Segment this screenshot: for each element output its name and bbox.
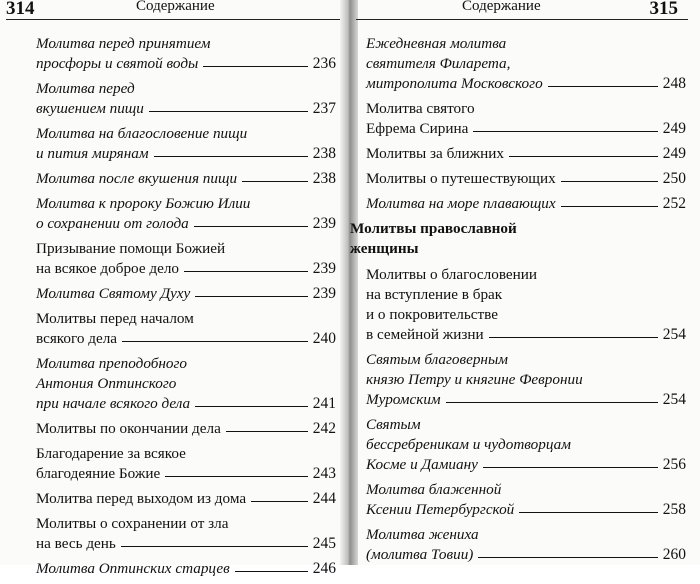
toc-entry-title-line: просфоры и святой воды bbox=[36, 55, 199, 72]
toc-page-number: 249 bbox=[662, 120, 686, 137]
toc-page-number: 248 bbox=[662, 75, 686, 92]
toc-entry-last-line bbox=[36, 169, 336, 189]
toc-entry bbox=[36, 489, 336, 509]
leader-rule bbox=[154, 156, 308, 157]
toc-entry bbox=[36, 194, 336, 234]
toc-page-number: 258 bbox=[662, 501, 686, 518]
toc-entry bbox=[36, 169, 336, 189]
toc-entry-title-line: Молитва перед выходом из дома bbox=[36, 490, 247, 507]
toc-entry bbox=[366, 480, 686, 520]
toc-entry-title-line: Муромским bbox=[366, 391, 441, 408]
toc-entry-title-line: на всякое доброе дело bbox=[36, 260, 179, 277]
toc-entry-title-line: (молитва Товии) bbox=[366, 546, 474, 563]
toc-entry-title-line: Молитвы за ближних bbox=[366, 145, 504, 162]
toc-entry-title-line: Антония Оптинского bbox=[36, 375, 177, 392]
right-page bbox=[352, 0, 700, 565]
toc-entry-title-line: на весь день bbox=[36, 535, 116, 552]
page-number: 315 bbox=[649, 0, 678, 19]
toc-entry-title-line: Молитва жениха bbox=[366, 526, 479, 543]
toc-entry-title-line: Молитвы о путешествующих bbox=[366, 170, 556, 187]
leader-rule bbox=[242, 181, 308, 182]
toc-page-number: 242 bbox=[312, 420, 336, 437]
toc-entry-last-line bbox=[366, 455, 686, 475]
toc-entry-title-line: Косме и Дамиану bbox=[366, 456, 478, 473]
toc-entry-last-line bbox=[36, 489, 336, 509]
toc-page-number: 239 bbox=[312, 260, 336, 277]
toc-entry-last-line bbox=[36, 559, 336, 579]
toc-page-number: 256 bbox=[662, 456, 686, 473]
toc-entry-last-line bbox=[366, 390, 686, 410]
leader-rule bbox=[194, 226, 308, 227]
toc-page-number: 239 bbox=[312, 285, 336, 302]
toc-entry-title-line: вкушением пищи bbox=[36, 100, 144, 117]
page-number: 314 bbox=[6, 0, 35, 19]
toc-page-number: 241 bbox=[312, 395, 336, 412]
toc-entry-title-line: Молитва перед принятием bbox=[36, 35, 211, 52]
toc-entry-last-line bbox=[36, 259, 336, 279]
toc-entry-last-line bbox=[36, 329, 336, 349]
toc-entry-title-line: бессребреникам и чудотворцам bbox=[366, 436, 571, 453]
running-header-title: Содержание bbox=[136, 0, 215, 14]
toc-entry-title-line: Молитва святого bbox=[366, 100, 475, 117]
leader-rule bbox=[195, 296, 308, 297]
toc-entry-title-line: в семейной жизни bbox=[366, 326, 484, 343]
toc-page-number: 254 bbox=[662, 326, 686, 343]
toc-entry-title-line: Молитва на море плавающих bbox=[366, 195, 556, 212]
toc-entry bbox=[36, 309, 336, 349]
toc-entry-title-line: Молитва блаженной bbox=[366, 481, 502, 498]
toc-entry-title-line: святителя Филарета, bbox=[366, 55, 511, 72]
toc-entry-title-line: и пития мирянам bbox=[36, 145, 149, 162]
toc-entry-last-line bbox=[36, 284, 336, 304]
toc-entry-last-line bbox=[366, 74, 686, 94]
toc-entry-title-line: Молитвы перед началом bbox=[36, 310, 194, 327]
toc-page-number: 238 bbox=[312, 145, 336, 162]
toc-entry bbox=[36, 284, 336, 304]
toc-entry-title-line: Молитва на благословение пищи bbox=[36, 125, 248, 142]
toc-entry-title-line: Молитва после вкушения пищи bbox=[36, 170, 238, 187]
toc-entry-title-line: митрополита Московского bbox=[366, 75, 543, 92]
toc-entry-last-line bbox=[366, 169, 686, 189]
toc-entry-title-line: князю Петру и княгине Февронии bbox=[366, 371, 583, 388]
leader-rule bbox=[478, 557, 657, 558]
leader-rule bbox=[122, 341, 308, 342]
toc-entry-title-line: при начале всякого дела bbox=[36, 395, 191, 412]
leader-rule bbox=[121, 546, 308, 547]
section-heading-line: Молитвы православной bbox=[350, 220, 517, 237]
toc-page-number: 237 bbox=[312, 100, 336, 117]
toc-entry-title-line: на вступление в брак bbox=[366, 286, 503, 303]
toc-entry-title-line: Молитва Святому Духу bbox=[36, 285, 191, 302]
toc-entry bbox=[366, 350, 686, 410]
leader-rule bbox=[446, 402, 658, 403]
toc-entry-title-line: Молитва Оптинских старцев bbox=[36, 560, 230, 577]
toc-entry-title-line: Благодарение за всякое bbox=[36, 445, 186, 462]
toc-entry-last-line bbox=[366, 500, 686, 520]
leader-rule bbox=[483, 467, 658, 468]
toc-page-number: 260 bbox=[662, 546, 686, 563]
toc-entry-title-line: Ефрема Сирина bbox=[366, 120, 469, 137]
toc-entry-title-line: Призывание помощи Божией bbox=[36, 240, 226, 257]
toc-entry-last-line bbox=[36, 464, 336, 484]
toc-entry bbox=[36, 124, 336, 164]
toc-entry bbox=[366, 525, 686, 565]
toc-entry bbox=[36, 354, 336, 414]
toc-entry-last-line bbox=[366, 144, 686, 164]
leader-rule bbox=[561, 181, 658, 182]
left-page-header bbox=[0, 0, 346, 18]
toc-entry-title-line: Святым благоверным bbox=[366, 351, 508, 368]
toc-entries-left bbox=[36, 34, 336, 584]
toc-entry-last-line bbox=[366, 194, 686, 214]
toc-page-number: 249 bbox=[662, 145, 686, 162]
leader-rule bbox=[203, 66, 307, 67]
toc-entry-last-line bbox=[366, 119, 686, 139]
leader-rule bbox=[149, 111, 308, 112]
toc-entry-title-line: и о покровительстве bbox=[366, 306, 498, 323]
toc-entry bbox=[36, 419, 336, 439]
toc-page-number: 246 bbox=[312, 560, 336, 577]
toc-entry bbox=[36, 34, 336, 74]
toc-page-number: 239 bbox=[312, 215, 336, 232]
toc-entry-title-line: Молитвы по окончании дела bbox=[36, 420, 221, 437]
toc-entry-last-line bbox=[36, 394, 336, 414]
leader-rule bbox=[548, 86, 658, 87]
toc-entry bbox=[366, 99, 686, 139]
section-heading bbox=[350, 219, 686, 259]
leader-rule bbox=[509, 156, 658, 157]
toc-entry-title-line: Молитва преподобного bbox=[36, 355, 187, 372]
header-rule bbox=[356, 19, 688, 20]
toc-entry-last-line bbox=[366, 325, 686, 345]
toc-entry-title-line: Молитва к пророку Божию Илии bbox=[36, 195, 251, 212]
toc-entry-title-line: Молитвы о благословении bbox=[366, 266, 538, 283]
toc-entry-title-line: о сохранении от голода bbox=[36, 215, 189, 232]
toc-entry-last-line bbox=[36, 144, 336, 164]
leader-rule bbox=[235, 571, 308, 572]
leader-rule bbox=[519, 512, 657, 513]
header-rule bbox=[6, 19, 340, 20]
toc-page-number: 243 bbox=[312, 465, 336, 482]
toc-entry bbox=[366, 144, 686, 164]
running-header-title: Содержание bbox=[462, 0, 541, 14]
leader-rule bbox=[165, 476, 308, 477]
toc-entry bbox=[366, 194, 686, 214]
toc-entry-title-line: всякого дела bbox=[36, 330, 118, 347]
toc-page-number: 245 bbox=[312, 535, 336, 552]
toc-entry bbox=[366, 415, 686, 475]
leader-rule bbox=[226, 431, 308, 432]
toc-entry-last-line bbox=[36, 54, 336, 74]
toc-entry-title-line: Ксении Петербургской bbox=[366, 501, 515, 518]
leader-rule bbox=[251, 501, 308, 502]
toc-entry-title-line: Ежедневная молитва bbox=[366, 35, 507, 52]
toc-entry-last-line bbox=[36, 214, 336, 234]
toc-page-number: 240 bbox=[312, 330, 336, 347]
leader-rule bbox=[561, 206, 658, 207]
toc-entry-last-line bbox=[36, 534, 336, 554]
toc-entry bbox=[36, 239, 336, 279]
toc-entry bbox=[366, 34, 686, 94]
toc-entry-title-line: благодеяние Божие bbox=[36, 465, 161, 482]
toc-entry bbox=[36, 444, 336, 484]
section-heading-line: женщины bbox=[350, 240, 419, 257]
toc-entry bbox=[36, 514, 336, 554]
toc-page-number: 252 bbox=[662, 195, 686, 212]
toc-page-number: 238 bbox=[312, 170, 336, 187]
leader-rule bbox=[195, 406, 308, 407]
leader-rule bbox=[473, 131, 657, 132]
toc-entry bbox=[36, 559, 336, 579]
left-page bbox=[0, 0, 346, 577]
toc-entry bbox=[36, 79, 336, 119]
right-page-header bbox=[352, 0, 700, 18]
toc-page-number: 244 bbox=[312, 490, 336, 507]
toc-entry-title-line: Молитва перед bbox=[36, 80, 135, 97]
toc-entries-right bbox=[350, 34, 686, 570]
toc-page-number: 250 bbox=[662, 170, 686, 187]
toc-entry-title-line: Святым bbox=[366, 416, 421, 433]
leader-rule bbox=[184, 271, 308, 272]
toc-page-number: 254 bbox=[662, 391, 686, 408]
toc-entry-last-line bbox=[36, 419, 336, 439]
toc-page-number: 236 bbox=[312, 55, 336, 72]
toc-entry bbox=[366, 265, 686, 345]
toc-entry-last-line bbox=[36, 99, 336, 119]
toc-entry-last-line bbox=[366, 545, 686, 565]
leader-rule bbox=[489, 337, 658, 338]
toc-entry-title-line: Молитвы о сохранении от зла bbox=[36, 515, 229, 532]
toc-entry bbox=[366, 169, 686, 189]
